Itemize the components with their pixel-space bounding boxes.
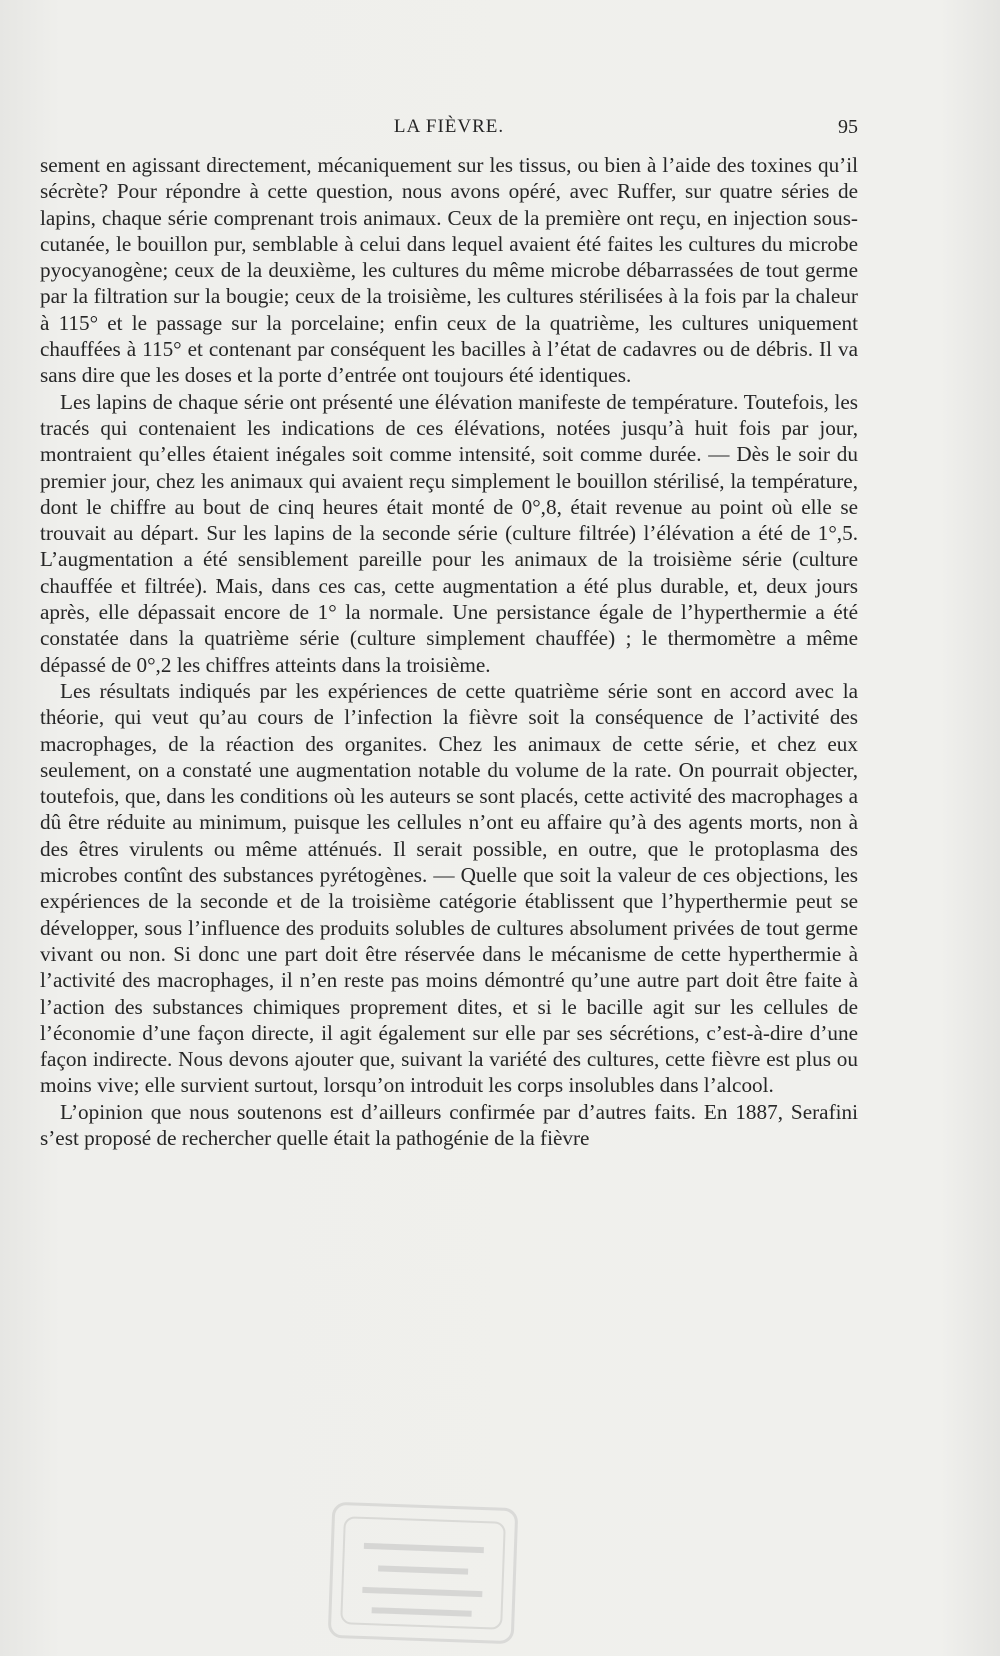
running-title: LA FIÈVRE. [393,116,505,137]
paragraph-1: sement en agissant directement, mécaniquement sur les tissus, ou bien à l’aide des toxines qu’il sécrète? Pour répondre à cette question, nous avons opéré, avec Ruffer, sur quatre séries de lapins, chaque série comprenant trois animaux. Ceux de la première ont reçu, en injection sous-cutanée, le bouillon pur, semblable à celui dans lequel avaient été faites les cultures du microbe pyocyanogène; ceux de la deuxième, les cultures du même microbe débarrassées de tout germe par la filtration sur la bougie; ceux de la troisième, les cultures stérilisées à la fois par la chaleur à 115° et le passage sur la porcelaine; enfin ceux de la quatrième, les cultures uniquement chauffées à 115° et contenant par conséquent les bacilles à l’état de cadavres ou de débris. Il va sans dire que les doses et la porte d’entrée ont toujours été identiques. [40,153,858,388]
running-head [40,112,858,142]
body-text [40,152,858,1151]
paragraph-4: L’opinion que nous soutenons est d’ailleurs confirmée par d’autres faits. En 1887, Serafini s’est proposé de rechercher quelle était la pathogénie de la fièvre [40,1099,858,1150]
page-number: 95 [838,116,858,138]
library-stamp-graphic [331,1505,515,1641]
paragraph-3: Les résultats indiqués par les expériences de cette quatrième série sont en accord avec la théorie, qui veut qu’au cours de l’infection la fièvre soit la conséquence de l’activité des macrophages, de la réaction des organites. Chez les animaux de cette série, et chez eux seulement, on a constaté une augmentation notable du volume de la rate. On pourrait objecter, toutefois, que, dans les conditions où les auteurs se sont placés, cette activité des macrophages a dû être réduite au minimum, puisque les cellules n’ont eu affaire qu’à des agents morts, non à des êtres virulents ou même atténués. Il serait possible, en outre, que le protoplasma des microbes contînt des substances pyrétogènes. — Quelle que soit la valeur de ces objections, les expériences de la seconde et de la troisième catégorie établissent que l’hyperthermie peut se développer, sous l’influence des produits solubles de cultures absolument privées de tout germe vivant ou non. Si donc une part doit être réservée dans le mécanisme de cette hyperthermie à l’activité des macrophages, il n’en reste pas moins démontré qu’une autre part doit être faite à l’action des substances chimiques proprement dites, et si le bacille agit sur les cellules de l’économie d’une façon directe, il agit également sur elle par ses sécrétions, c’est-à-dire d’une façon indirecte. Nous devons ajouter que, suivant la variété des cultures, cette fièvre est plus ou moins vive; elle survient surtout, lorsqu’on introduit les corps insolubles dans l’alcool. [40,678,858,1098]
paragraph-2: Les lapins de chaque série ont présenté une élévation manifeste de température. Toutefois, les tracés qui contenaient les indications de ces élévations, notées jusqu’à huit fois par jour, montraient qu’elles étaient inégales soit comme intensité, soit comme durée. — Dès le soir du premier jour, chez les animaux qui avaient reçu simplement le bouillon stérilisé, la température, dont le chiffre au bout de cinq heures était monté de 0°,8, était revenue au point où elle se trouvait au départ. Sur les lapins de la seconde série (culture filtrée) l’élévation a été de 1°,5. L’augmentation a été sensiblement pareille pour les animaux de la troisième série (culture chauffée et filtrée). Mais, dans ces cas, cette augmentation a été plus durable, et, deux jours après, elle dépassait encore de 1° la normale. Une persistance égale de l’hyperthermie a été constatée dans la quatrième série (culture simplement chauffée) ; le thermomètre a même dépassé de 0°,2 les chiffres atteints dans la troisième. [40,389,858,677]
library-stamp [328,1502,519,1644]
